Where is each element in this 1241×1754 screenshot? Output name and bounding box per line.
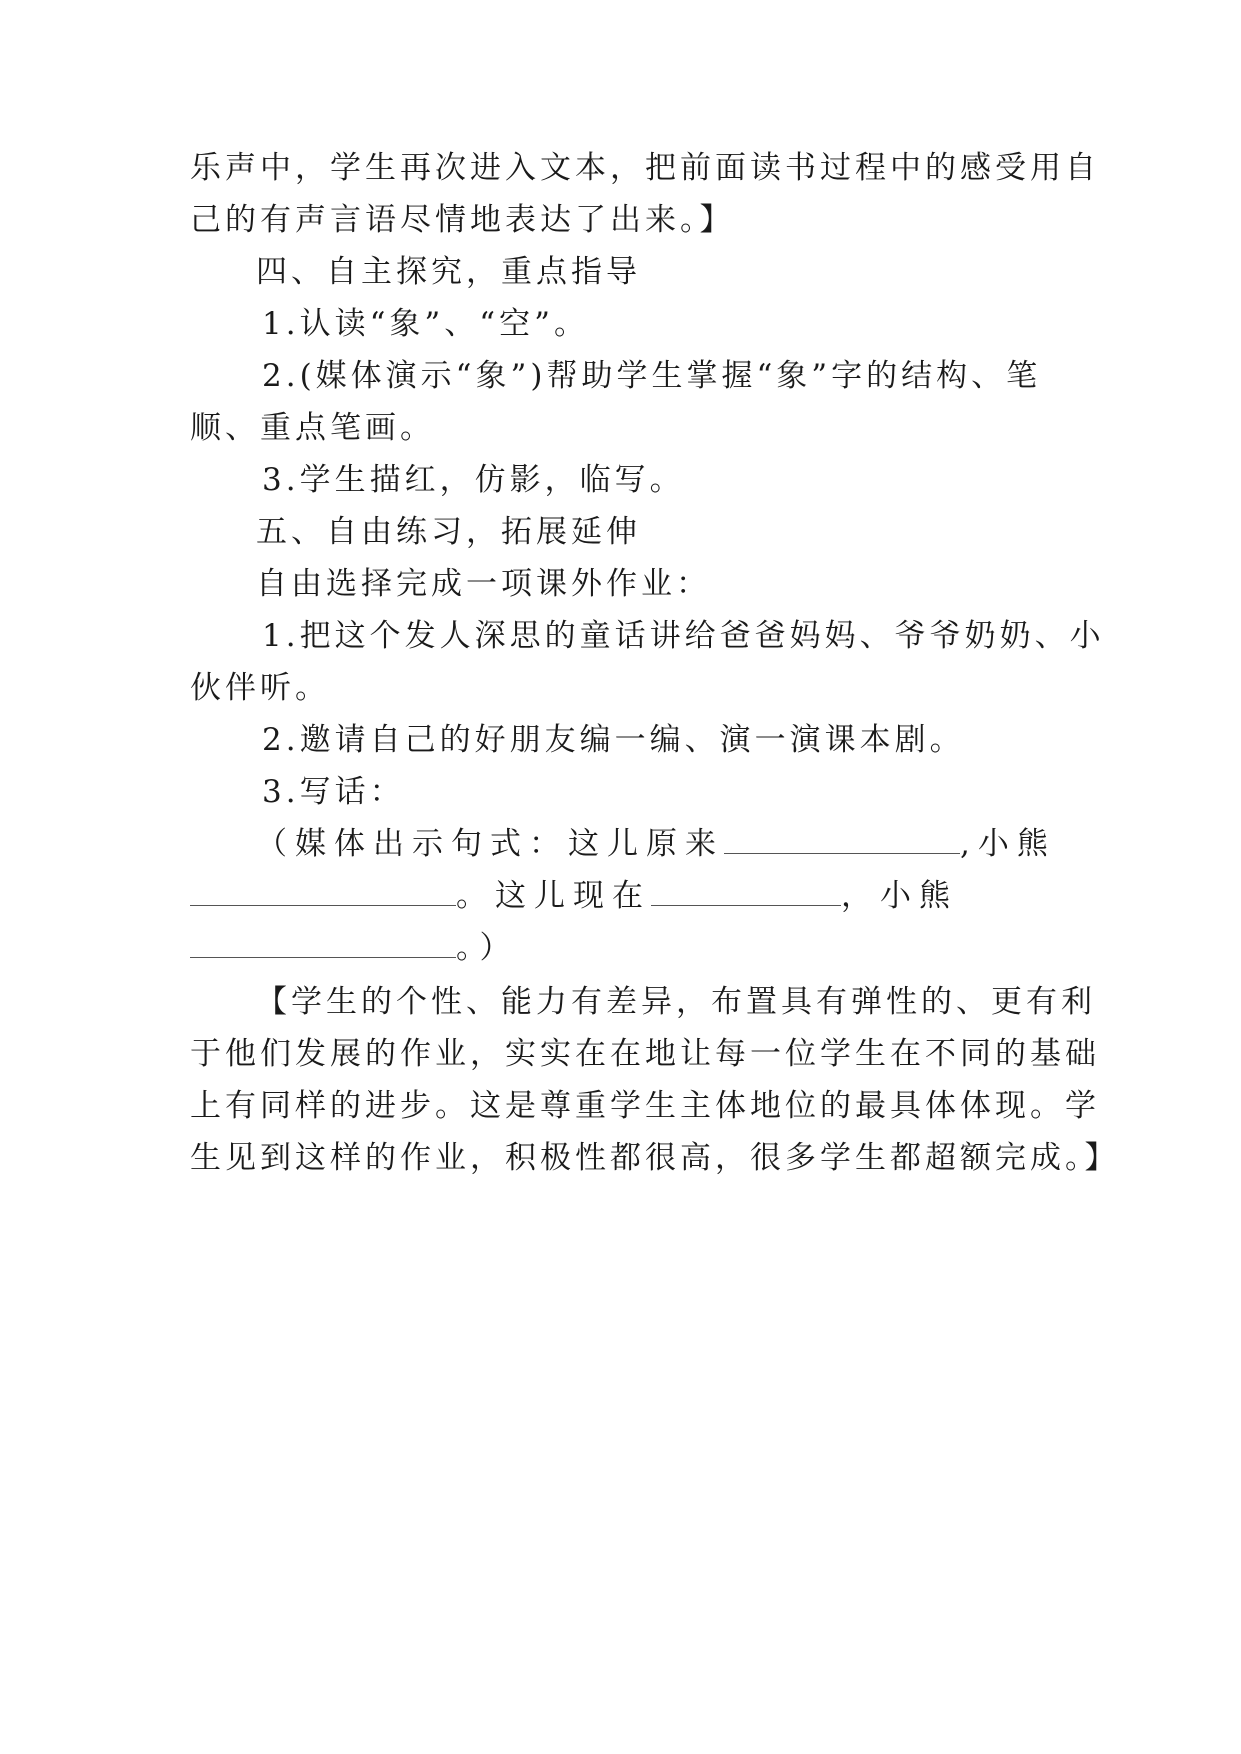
fill-in-bear-label: ,小熊: [960, 826, 1056, 862]
list-item: 3.写话：: [262, 774, 405, 810]
list-item: 1.认读“象”、“空”。: [262, 306, 589, 342]
fill-in-now-label: 。这儿现在: [456, 878, 651, 914]
paragraph-line: 自由选择完成一项课外作业：: [256, 566, 711, 602]
commentary-line: 【学生的个性、能力有差异，布置具有弹性的、更有利: [256, 984, 1096, 1020]
commentary-line: 生见到这样的作业，积极性都很高，很多学生都超额完成。】: [190, 1140, 1120, 1176]
fill-in-line-3: [190, 928, 1050, 968]
answer-blank: [651, 881, 841, 906]
fill-in-bear-label: ，小熊: [841, 878, 958, 914]
paragraph-line: 伙伴听。: [190, 670, 330, 706]
list-item: 2.(媒体演示“象”)帮助学生掌握“象”字的结构、笔: [262, 358, 1042, 394]
fill-in-prompt: （媒体出示句式：这儿原来: [256, 826, 724, 862]
commentary-line: 于他们发展的作业，实实在在地让每一位学生在不同的基础: [190, 1036, 1100, 1072]
list-item: 2.邀请自己的好朋友编一编、演一演课本剧。: [262, 722, 965, 758]
section-heading: 四、自主探究，重点指导: [256, 254, 641, 290]
section-heading: 五、自由练习，拓展延伸: [256, 514, 641, 550]
answer-blank: [190, 933, 456, 958]
paragraph-line: 顺、重点笔画。: [190, 410, 435, 446]
paragraph-line: 乐声中，学生再次进入文本，把前面读书过程中的感受用自: [190, 150, 1100, 186]
fill-in-line-1: [256, 824, 1056, 864]
list-item: 3.学生描红，仿影，临写。: [262, 462, 685, 498]
list-item: 1.把这个发人深思的童话讲给爸爸妈妈、爷爷奶奶、小: [262, 618, 1105, 654]
answer-blank: [724, 829, 960, 854]
paragraph-line: 己的有声言语尽情地表达了出来。】: [190, 202, 735, 238]
fill-in-close: 。）: [456, 930, 519, 966]
fill-in-line-2: [190, 876, 1050, 916]
commentary-line: 上有同样的进步。这是尊重学生主体地位的最具体体现。学: [190, 1088, 1100, 1124]
answer-blank: [190, 881, 456, 906]
